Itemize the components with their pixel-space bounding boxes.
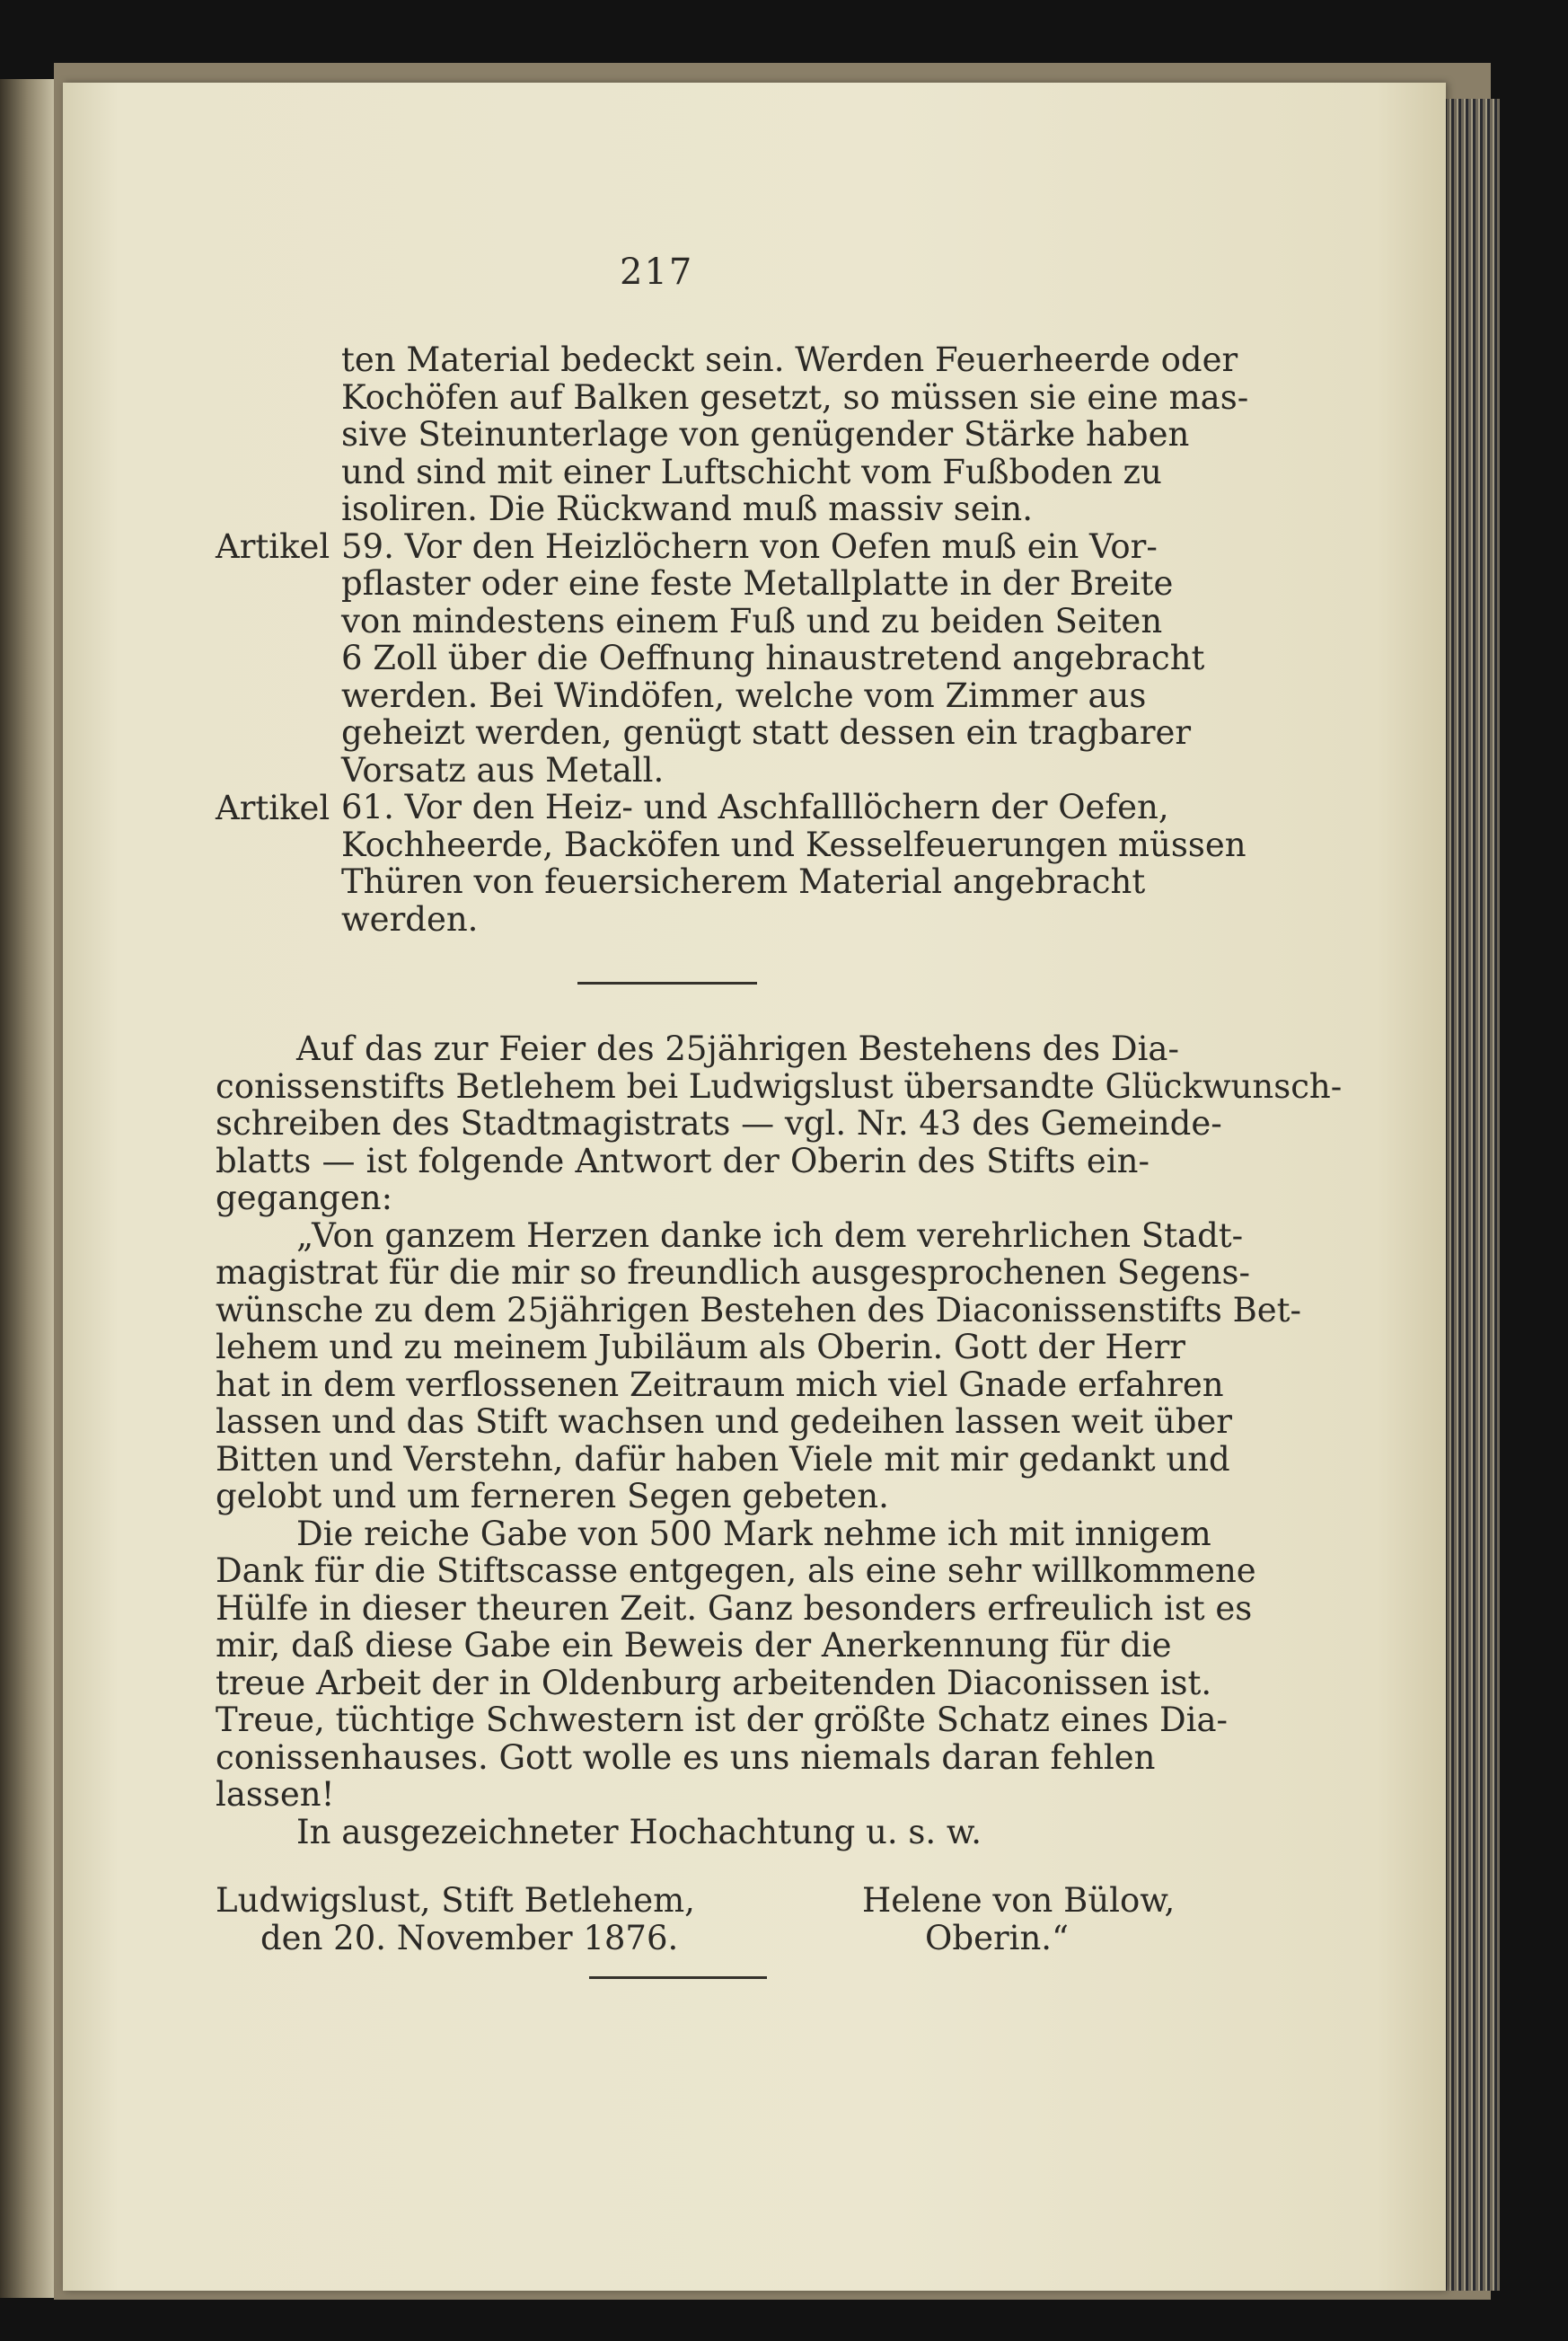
text-line: Kochheerde, Backöfen und Kesselfeuerungen müssen — [341, 825, 1246, 864]
page-number: 217 — [620, 252, 694, 293]
text-line: conissenstifts Betlehem bei Ludwigslust übersandte Glückwunsch- — [216, 1066, 1343, 1106]
text-line: geheizt werden, genügt statt dessen ein tragbarer — [341, 713, 1192, 752]
text-line: und sind mit einer Luftschicht vom Fußboden zu — [341, 452, 1162, 491]
text-line: werden. — [341, 899, 479, 939]
closing-divider — [589, 1976, 767, 1979]
article-label: Artikel — [216, 527, 330, 566]
signature-name-block — [862, 1881, 1176, 1957]
text-line: ten Material bedeckt sein. Werden Feuerheerde oder — [341, 340, 1238, 379]
signature-place: Ludwigslust, Stift Betlehem, — [216, 1881, 695, 1920]
article-label: Artikel — [216, 789, 330, 827]
signature-date: den 20. November 1876. — [260, 1919, 679, 1957]
text-line: blatts — ist folgende Antwort der Oberin des Stifts ein- — [216, 1141, 1150, 1180]
text-line: lassen! — [216, 1775, 335, 1814]
text-line: „Von ganzem Herzen danke ich dem verehrlichen Stadt- — [296, 1215, 1244, 1255]
text-line: werden. Bei Windöfen, welche vom Zimmer aus — [341, 676, 1147, 715]
text-line: 59. Vor den Heizlöchern von Oefen muß ein Vor- — [341, 526, 1158, 566]
text-line: hat in dem verflossenen Zeitraum mich viel Gnade erfahren — [216, 1365, 1224, 1404]
signature-name: Helene von Bülow, — [862, 1881, 1176, 1920]
text-line: sive Steinunterlage von genügender Stärke haben — [341, 415, 1190, 454]
text-line: Thüren von feuersicherem Material angebracht — [341, 862, 1146, 901]
text-line: Hülfe in dieser theuren Zeit. Ganz besonders erfreulich ist es — [216, 1588, 1253, 1628]
text-line: Die reiche Gabe von 500 Mark nehme ich mit innigem — [296, 1514, 1211, 1553]
text-line: pflaster oder eine feste Metallplatte in der Breite — [341, 564, 1174, 603]
section-divider — [577, 982, 757, 985]
text-line: gelobt und um ferneren Segen gebeten. — [216, 1477, 889, 1515]
text-line: gegangen: — [216, 1179, 393, 1217]
text-line: conissenhauses. Gott wolle es uns niemals daran fehlen — [216, 1737, 1156, 1777]
text-line: magistrat für die mir so freundlich ausgesprochenen Segens- — [216, 1253, 1251, 1292]
text-line: lassen und das Stift wachsen und gedeihen lassen weit über — [216, 1402, 1232, 1441]
text-line: schreiben des Stadtmagistrats — vgl. Nr. 43 des Gemeinde- — [216, 1104, 1222, 1143]
text-line: Bitten und Verstehn, dafür haben Viele mit mir gedankt und — [216, 1439, 1230, 1479]
building-regulations-text — [341, 340, 1249, 939]
text-line: 61. Vor den Heiz- und Aschfalllöchern der Oefen, — [341, 788, 1169, 826]
text-line: mir, daß diese Gabe ein Beweis der Anerkennung für die — [216, 1626, 1172, 1665]
text-line: In ausgezeichneter Hochachtung u. s. w. — [296, 1812, 982, 1851]
text-line: von mindestens einem Fuß und zu beiden Seiten — [341, 601, 1163, 640]
text-line: Dank für die Stiftscasse entgegen, als eine sehr willkommene — [216, 1551, 1256, 1590]
text-line: isoliren. Die Rückwand muß massiv sein. — [341, 490, 1034, 528]
text-line: 6 Zoll über die Oeffnung hinaustretend angebracht — [341, 639, 1205, 677]
letter-text — [216, 1029, 1343, 1851]
text-line: Auf das zur Feier des 25jährigen Bestehens des Dia- — [296, 1029, 1179, 1068]
signature-title: Oberin.“ — [925, 1919, 1069, 1957]
text-line: Kochöfen auf Balken gesetzt, so müssen sie eine mas- — [341, 377, 1249, 417]
text-line: Vorsatz aus Metall. — [341, 750, 665, 790]
signature-place-date — [216, 1882, 695, 1957]
text-line: lehem und zu meinem Jubiläum als Oberin. Gott der Herr — [216, 1328, 1185, 1366]
text-line: Treue, tüchtige Schwestern ist der größte Schatz eines Dia- — [216, 1701, 1229, 1739]
text-line: treue Arbeit der in Oldenburg arbeitenden Diaconissen ist. — [216, 1663, 1212, 1702]
text-line: wünsche zu dem 25jährigen Bestehen des Diaconissenstifts Bet- — [216, 1290, 1302, 1330]
